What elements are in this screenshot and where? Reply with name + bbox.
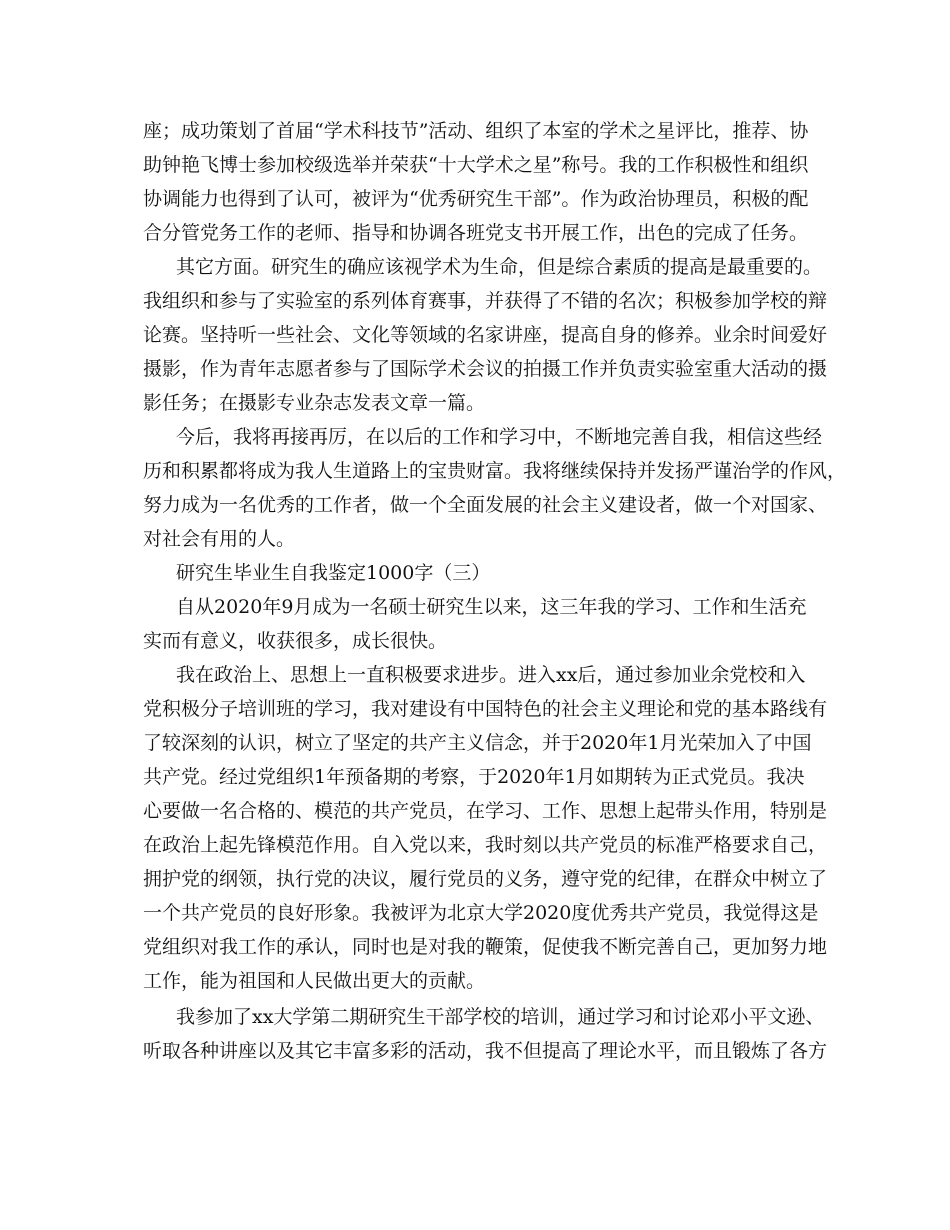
text-line: 座；成功策划了首届“学术科技节”活动、组织了本室的学术之星评比，推荐、协 xyxy=(143,120,809,142)
text-line: 心要做一名合格的、模范的共产党员，在学习、工作、思想上起带头作用，特别是 xyxy=(143,800,828,822)
text-line: 摄影，作为青年志愿者参与了国际学术会议的拍摄工作并负责实验室重大活动的摄 xyxy=(143,358,828,380)
paragraph-first-line: 我在政治上、思想上一直积极要求进步。进入xx后，通过参加业余党校和入 xyxy=(176,664,806,686)
text-line: 工作，能为祖国和人民做出更大的贡献。 xyxy=(143,970,486,992)
paragraph-first-line: 其它方面。研究生的确应该视学术为生命，但是综合素质的提高是最重要的。 xyxy=(176,256,823,278)
text-line: 党积极分子培训班的学习，我对建设有中国特色的社会主义理论和党的基本路线有 xyxy=(143,698,828,720)
paragraph-first-line: 自从2020年9月成为一名硕士研究生以来，这三年我的学习、工作和生活充 xyxy=(176,596,807,618)
text-line: 了较深刻的认识，树立了坚定的共产主义信念，并于2020年1月光荣加入了中国 xyxy=(143,732,812,754)
text-line: 协调能力也得到了认可，被评为“优秀研究生干部”。作为政治协理员，积极的配 xyxy=(143,188,809,210)
text-line: 对社会有用的人。 xyxy=(143,528,296,550)
text-line: 拥护党的纲领，执行党的决议，履行党员的义务，遵守党的纪律，在群众中树立了 xyxy=(143,868,828,890)
text-line: 历和积累都将成为我人生道路上的宝贵财富。我将继续保持并发扬严谨治学的作风， xyxy=(143,460,847,482)
text-line: 听取各种讲座以及其它丰富多彩的活动，我不但提高了理论水平，而且锻炼了各方 xyxy=(143,1040,828,1062)
text-line: 助钟艳飞博士参加校级选举并荣获“十大学术之星”称号。我的工作积极性和组织 xyxy=(143,154,809,176)
paragraph-first-line: 今后，我将再接再厉，在以后的工作和学习中，不断地完善自我，相信这些经 xyxy=(176,426,823,448)
text-line: 论赛。坚持听一些社会、文化等领域的名家讲座，提高自身的修养。业余时间爱好 xyxy=(143,324,828,346)
text-line: 党组织对我工作的承认，同时也是对我的鞭策，促使我不断完善自己，更加努力地 xyxy=(143,936,828,958)
text-line: 我组织和参与了实验室的系列体育赛事，并获得了不错的名次；积极参加学校的辩 xyxy=(143,290,828,312)
text-line: 合分管党务工作的老师、指导和协调各班党支书开展工作，出色的完成了任务。 xyxy=(143,222,809,244)
text-line: 在政治上起先锋模范作用。自入党以来，我时刻以共产党员的标准严格要求自己， xyxy=(143,834,828,856)
text-line: 影任务；在摄影专业杂志发表文章一篇。 xyxy=(143,392,486,414)
text-line: 共产党。经过党组织1年预备期的考察，于2020年1月如期转为正式党员。我决 xyxy=(143,766,805,788)
text-line: 努力成为一名优秀的工作者，做一个全面发展的社会主义建设者，做一个对国家、 xyxy=(143,494,828,516)
text-line: 一个共产党员的良好形象。我被评为北京大学2020度优秀共产党员，我觉得这是 xyxy=(143,902,819,924)
section-heading: 研究生毕业生自我鉴定1000字（三） xyxy=(176,562,491,584)
text-line: 实而有意义，收获很多，成长很快。 xyxy=(143,630,448,652)
paragraph-first-line: 我参加了xx大学第二期研究生干部学校的培训，通过学习和讨论邓小平文逊、 xyxy=(176,1006,825,1028)
